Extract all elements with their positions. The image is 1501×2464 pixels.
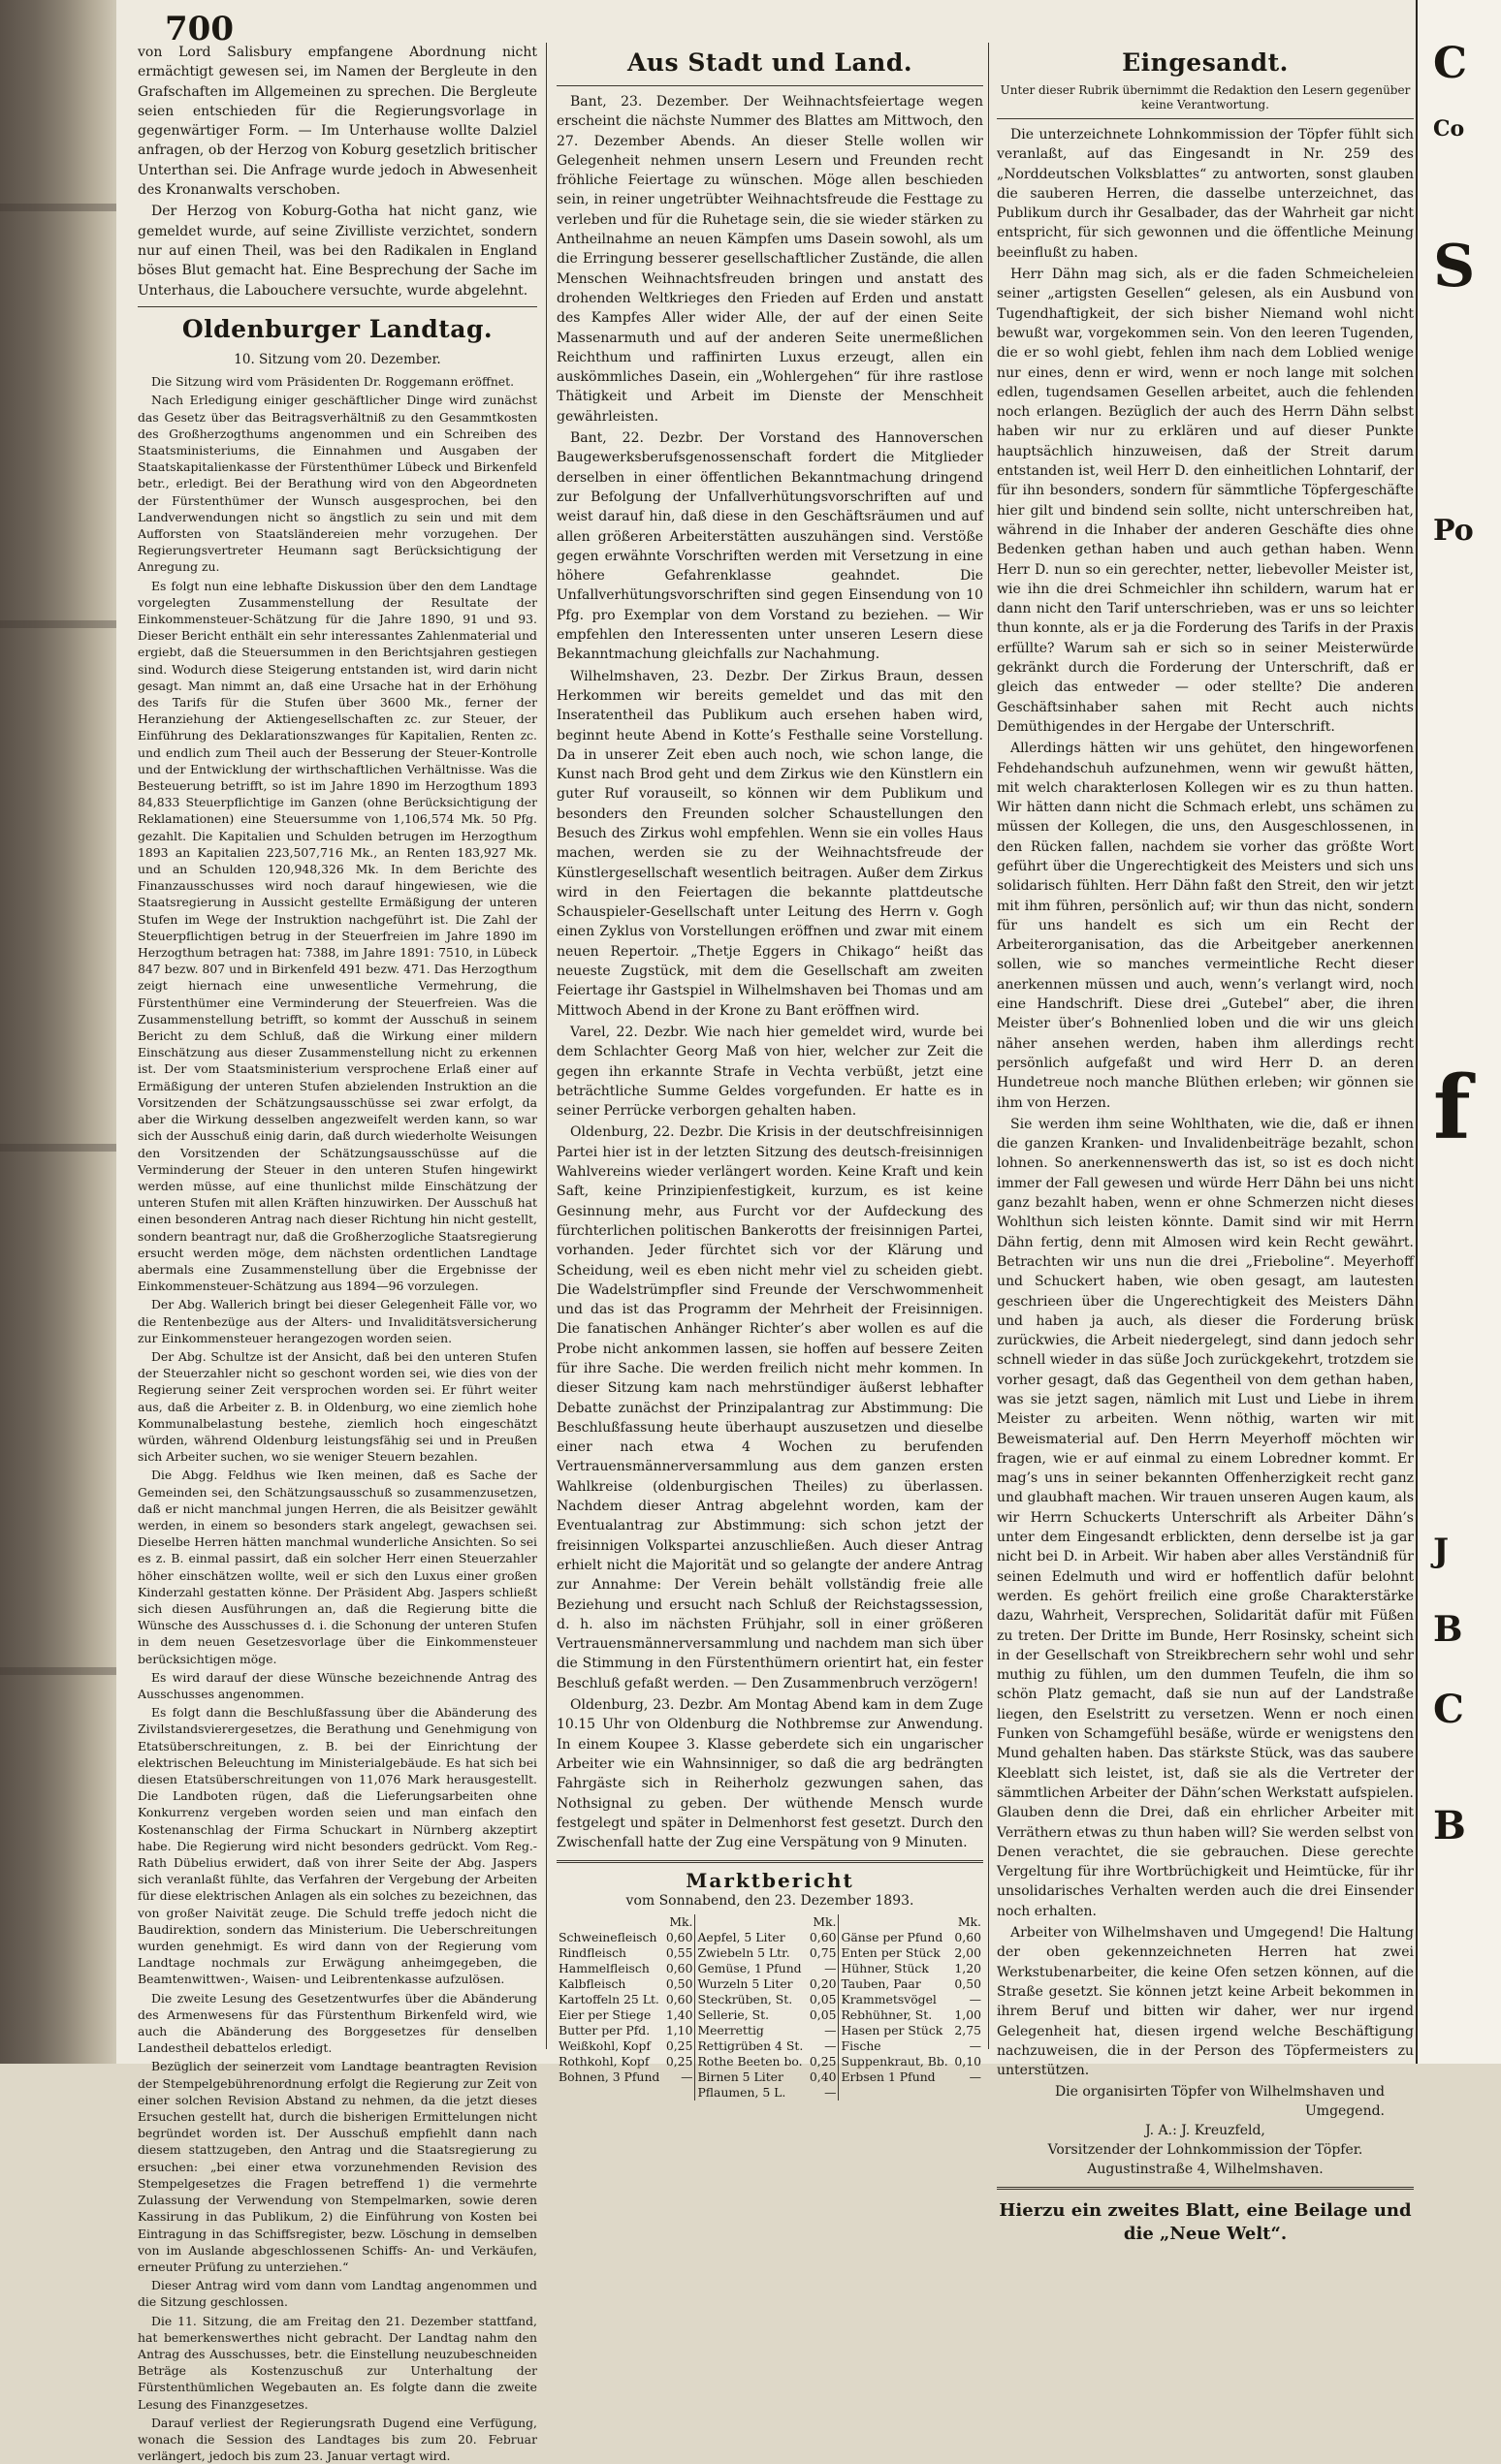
market-price: 0,60 <box>665 1930 693 1945</box>
market-price: 1,20 <box>954 1961 981 1976</box>
market-price: 0,75 <box>809 1945 837 1961</box>
section-subheading: 10. Sitzung vom 20. Dezember. <box>234 351 441 367</box>
market-item: Rebhühner, St. <box>839 2007 952 2023</box>
market-row <box>557 1930 983 1945</box>
market-price: 0,50 <box>665 1976 693 1992</box>
edge-fragment: B <box>1433 1609 1463 1650</box>
article-paragraph: von Lord Salisbury empfangene Abordnung nicht ermächtigt gewesen sei, im Namen der Bergleute in den Grafschaften im Allgemeinen zu sprechen. Die Bergleute seien entschieden für die Regierungsvorlage in gegenwärtiger Form. — Im Unterhause wollte Dalziel anfragen, ob der Herzog von Koburg gesetzlich britischer Unterthan sei. Die Anfrage wurde jedoch in Abwesenheit des Kronanwalts verschoben. <box>138 45 537 199</box>
market-item: Meerrettig <box>695 2023 807 2038</box>
market-price: — <box>969 2069 981 2085</box>
article-paragraph: Dieser Antrag wird vom dann vom Landtag angenommen und die Sitzung geschlossen. <box>138 2278 537 2310</box>
column-rule <box>988 43 989 2049</box>
market-item: Schweinefleisch <box>559 1930 657 1945</box>
market-item: Steckrüben, St. <box>695 1992 807 2007</box>
market-row <box>557 1992 983 2007</box>
market-row <box>557 1976 983 1992</box>
market-price: 0,25 <box>809 2054 837 2069</box>
section-heading-local: Aus Stadt und Land. <box>626 48 913 77</box>
edge-fragment: f <box>1433 1057 1471 1159</box>
section-heading-eingesandt: Eingesandt. <box>1122 48 1289 77</box>
article-paragraph: Es folgt dann die Beschlußfassung über die Abänderung des Zivilstandsvierergesetzes, die Berathung und Genehmigung von Etatsüberschreitungen, z. B. bei der Einrichtung der elektrischen Beleuchtung im Ministerialgebäude. Es hat sich bei diesen Etatsüberschreitungen von 11,076 Mark herausgestellt. Die Landboten rügen, daß die Lieferungsarbeiten ohne Konkurrenz vergeben worden seien und man einfach den Kostenanschlag der Firma Schuckart in Nürnberg akzeptirt habe. Die Regierung wird nicht besonders gedrückt. Vom Reg.-Rath Dübelius erwidert, daß von ihrer Seite der Abg. Jaspers sich veranlaßt fühlte, das Verfahren der Vergebung der Arbeiten für diese elektrischen Anlagen als ein solches zu bezeichnen, das von großer Naivität zeuge. Die Schuld treffe jedoch nicht die Baudirektion, sondern das Ministerium. Die Ueberschreitungen wurden genehmigt. Es wird dann von der Regierung vom Landtage nochmals zur Erwägung anheimgegeben, die Beamtenwittwen-, Waisen- und Leibrentenkasse aufzulösen. <box>138 1705 537 1987</box>
article-paragraph: Bant, 22. Dezbr. Der Vorstand des Hannoverschen Baugewerksberufsgenossenschaft fordert die Mitglieder derselben in einer öffentlichen Bekanntmachung dringend zur Befolgung der Unfallverhütungsvorschriften auf und weist darauf hin, daß diese in den Geschäftsräumen und auf allen größeren Arbeiterstätten auszuhängen sind. Verstöße gegen erwähnte Vorschriften werden mit Versetzung in eine höhere Gefahrenklasse geahndet. Die Unfallverhütungsvorschriften sind gegen Einsendung von 10 Pfg. pro Exemplar von dem Vorstand zu beziehen. — Wir empfehlen den Interessenten unter unseren Lesern diese Bekanntmachung gleichfalls zur Nachahmung. <box>557 430 983 663</box>
market-price: — <box>824 2023 837 2038</box>
article-paragraph: Herr Dähn mag sich, als er die faden Schmeicheleien seiner „artigsten Gesellen“ gelesen, als ein Ausbund von Tugendhaftigkeit, der sich bisher Niemand wohl nicht bewußt war, vorgekommen sein. Von den leeren Tugenden, die er so wohl giebt, fehlen ihm nach dem Loblied wenige nur eines, denn er wird, wenn er noch lange mit solchen edlen, tugendsamen Gesellen arbeitet, auch die fehlenden noch erlangen. Bezüglich der auch des Herrn Dähn selbst haben wir nur zu erklären und auf dieser Punkte hauptsächlich hinzuweisen, daß der Streit darum entstanden ist, weil Herr D. den einheitlichen Lohntarif, der für ihn besonders, sondern für sämmtliche Töpfergeschäfte hier gilt und bindend sein sollte, nicht unterschreiben hat, während in die Inhaber der anderen Geschäfte dies ohne Bedenken gethan haben und auch gethan haben. Wenn Herr D. nun so ein gerechter, netter, liebevoller Meister ist, wie ihn die drei Schmeichler ihn schildern, warum hat er dann nicht den Tarif unterschrieben, was er uns so leichter thun konnte, als er ja die Forderung des Tarifs in der Praxis erfüllte? Warum sah er sich so in seiner Meisterwürde gekränkt durch die Forderung der Unterschrift, daß er gleich das entweder — oder stellte? Die anderen Geschäftsinhaber sahen mit Recht auch nichts Demüthigendes in der Hergabe der Unterschrift. <box>997 267 1414 735</box>
editorial-disclaimer: Unter dieser Rubrik übernimmt die Redaktion den Lesern gegenüber keine Verantwortung. <box>1000 83 1411 111</box>
market-price: 0,05 <box>809 1992 837 2007</box>
column-politics <box>138 43 537 2464</box>
market-row <box>557 2054 983 2069</box>
market-price: 0,05 <box>809 2007 837 2023</box>
market-report-title: Marktbericht <box>686 1869 854 1893</box>
market-price: 0,60 <box>665 1992 693 2007</box>
market-item: Tauben, Paar <box>839 1976 952 1992</box>
signature-name: J. A.: J. Kreuzfeld, <box>1145 2123 1265 2139</box>
blank-cell <box>695 1914 807 1930</box>
market-item: Kartoffeln 25 Lt. <box>559 1992 659 2007</box>
article-paragraph: Der Abg. Schultze ist der Ansicht, daß bei den unteren Stufen der Steuerzahler nicht so geschont worden sei, wie dies von der Regierung seiner Zeit versprochen worden sei. Er führt weiter aus, daß die Arbeiter z. B. in Oldenburg, wo eine ziemlich hohe Kommunalbelastung bestehe, ziemlich hoch eingeschätzt würden, während Oldenburg leistungsfähig sei und in Preußen sich Arbeiter suchen, wo sie weniger Steuern bezahlen. <box>138 1348 537 1465</box>
market-item: Rothkohl, Kopf <box>559 2054 650 2069</box>
market-price: 1,00 <box>954 2007 981 2023</box>
article-paragraph: Die zweite Lesung des Gesetzentwurfes über die Abänderung des Armenwesens für das Fürstenthum Birkenfeld wird, wie auch die Abänderung des Borggesetzes für denselben Landestheil debattelos erledigt. <box>138 1990 537 2056</box>
market-price: 1,40 <box>665 2007 693 2023</box>
market-price <box>663 2085 695 2101</box>
column-local-news <box>557 43 983 2101</box>
column-rule <box>546 43 547 2049</box>
article-paragraph: Darauf verliest der Regierungsrath Dugend eine Verfügung, wonach die Session des Landtages bis zum 20. Februar verlängert, jedoch bis zum 23. Januar vertagt wird. <box>138 2415 537 2464</box>
market-item: Gänse per Pfund <box>839 1930 952 1945</box>
market-row <box>557 2069 983 2085</box>
supplement-note: Hierzu ein zweites Blatt, eine Beilage und die „Neue Welt“. <box>999 2200 1412 2245</box>
unit-label: Mk. <box>669 1914 693 1930</box>
market-item: Aepfel, 5 Liter <box>695 1930 807 1945</box>
market-row <box>557 1945 983 1961</box>
article-paragraph: Oldenburg, 23. Dezbr. Am Montag Abend kam in dem Zuge 10.15 Uhr von Oldenburg die Nothbremse zur Anwendung. In einem Koupee 3. Klasse geberdete sich ein ungarischer Arbeiter wie ein Wahnsinniger, so daß die arg bedrängten Fahrgäste sich in Reiherholz gezwungen sahen, das Nothsignal zu geben. Der wüthende Mensch wurde festgelegt und später in Delmenhorst fest gesetzt. Durch den Zwischenfall hatte der Zug eine Verspätung von 9 Minuten. <box>557 1697 983 1851</box>
market-price: 0,40 <box>809 2069 837 2085</box>
market-item: Fische <box>839 2038 952 2054</box>
section-heading-landtag: Oldenburger Landtag. <box>181 314 494 343</box>
market-price: — <box>681 2069 693 2085</box>
article-paragraph: Nach Erledigung einiger geschäftlicher Dinge wird zunächst das Gesetz über das Beitragsverhältniß zu den Gesammtkosten des Großherzogthums angenommen und ein Schreiben des Staatsministeriums, die Einnahmen und Ausgaben der Staatskapitalienkasse der Fürstenthümer Lübeck und Birkenfeld betr., erledigt. Bei der Berathung wird von den Abgeordneten der Fürstenthümer der Wunsch ausgesprochen, bei den Landverwendungen nicht so ängstlich zu sein und mit dem Aufforsten von Staatsländereien mehr vorzugehen. Der Regierungsvertreter Heumann sagt Berücksichtigung der Anregung zu. <box>138 393 537 575</box>
divider <box>997 2187 1414 2190</box>
market-price: 0,60 <box>809 1930 837 1945</box>
blank-cell <box>557 1914 663 1930</box>
market-item: Gemüse, 1 Pfund <box>695 1961 807 1976</box>
blank-cell <box>839 1914 952 1930</box>
edge-fragment: C <box>1433 1687 1464 1732</box>
article-paragraph: Bezüglich der seinerzeit vom Landtage beantragten Revision der Stempelgebührenordnung erfolgt die Regierung zur Zeit von einer solchen Revision Abstand zu nehmen, da die jetzt dieses Ersuchen gestellt hat, durch die bisherigen Ermittelungen nicht begründet worden ist. Der Ausschuß empfiehlt dann nach diesem stattzugeben, den Antrag und die Staatsregierung zu ersuchen: „bei einer etwa vorzunehmenden Revision des Stempelgesetzes die Fragen betreffend 1) die vermehrte Zulassung der Verwendung von Stempelmarken, sowie deren Kassirung in das Publikum, 2) die Einführung von Kosten bei Eintragung in das Schiffsregister, bezw. Löschung in demselben von im Auslande abgeschlossenen Schiffs- An- und Verkäufen, erneuter Prüfung zu unterziehen.“ <box>138 2059 537 2274</box>
edge-fragment: Co <box>1433 116 1465 142</box>
market-row <box>557 2085 983 2101</box>
article-paragraph: Die Abgg. Feldhus wie Iken meinen, daß es Sache der Gemeinden sei, den Schätzungsausschuß so zusammenzusetzen, daß er nicht manchmal jungen Herren, die als Beisitzer gewählt werden, in einem so besonders stark angelegt, gewachsen sei. Dieselbe Herren hätten manchmal wunderliche Ansichten. So sei es z. B. einmal passirt, daß ein solcher Herr einen Steuerzahler höher einschätzen wollte, weil er sich den Luxus einer großen Kinderzahl gestatten könne. Der Präsident Abg. Jaspers schließt sich diesen Ausführungen an, daß die Regierung bitte die Wünsche des Ausschusses d. i. die Schonung der unteren Stufen in dem neuen Gesetzesvorlage über die Einkommensteuer berücksichtigen möge. <box>138 1468 537 1666</box>
edge-fragment: J <box>1433 1532 1450 1570</box>
market-item: Rothe Beeten bo. <box>695 2054 807 2069</box>
market-item <box>839 2085 952 2101</box>
article-paragraph: Allerdings hätten wir uns gehütet, den hingeworfenen Fehdehandschuh aufzunehmen, wenn wir gewußt hätten, mit welch charakterlosen Kollegen wir es zu thun hatten. Wir hätten dann nicht die Schmach erlebt, uns schämen zu müssen der Kollegen, die uns, den Ausgeschlossenen, in den Rücken fallen, nachdem sie vorher das größte Wort geführt über die Ungerechtigkeit des Meisters und sich uns solidarisch fühlten. Herr Dähn faßt den Streit, den wir jetzt mit ihm führen, persönlich auf; wir thun das nicht, sondern für uns handelt es sich um ein Recht der Arbeiterorganisation, das die Arbeitgeber anerkennen sollen, wie so manches vermeintliche Recht dieser anerkennen müssen und auch, wenn’s verlangt wird, noch eine Handschrift. Diese drei „Gutebel“ aber, die ihren Meister über’s Bohnenlied loben und die wir uns gleich näher ansehen werden, haben ihm allerdings recht persönlich aufgefaßt und wird Herr D. an deren Hundetreue noch manche Blüthen erleben; wir gönnen sie ihm von Herzen. <box>997 741 1414 1111</box>
market-price: 0,25 <box>665 2038 693 2054</box>
signature-role: Vorsitzender der Lohnkommission der Töpfer. <box>1047 2142 1363 2159</box>
unit-label: Mk. <box>957 1914 981 1930</box>
market-item: Zwiebeln 5 Ltr. <box>695 1945 807 1961</box>
market-price: — <box>969 2038 981 2054</box>
market-item: Wurzeln 5 Liter <box>695 1976 807 1992</box>
market-price: 0,10 <box>954 2054 981 2069</box>
signature-group: Die organisirten Töpfer von Wilhelmshaven und Umgegend. <box>1054 2084 1385 2120</box>
market-price: — <box>969 1992 981 2007</box>
article-paragraph: Die 11. Sitzung, die am Freitag den 21. Dezember stattfand, hat bemerkenswerthes nicht gebracht. Der Landtag nahm den Antrag des Ausschusses, betr. die Einstellung neuzubeschneiden Beträge als Kostenzuschuß zur Unterhaltung der Fürstenthümlichen Wegebauten an. Es folgte dann die zweite Lesung des Finanzgesetzes. <box>138 2313 537 2412</box>
market-item: Erbsen 1 Pfund <box>839 2069 952 2085</box>
market-row <box>557 2023 983 2038</box>
market-item <box>557 2085 663 2101</box>
market-price-table <box>557 1914 983 2101</box>
market-price: 2,75 <box>954 2023 981 2038</box>
market-report-date: vom Sonnabend, den 23. Dezember 1893. <box>625 1892 914 1909</box>
market-item: Rindfleisch <box>559 1945 627 1961</box>
market-row <box>557 2038 983 2054</box>
unit-label: Mk. <box>813 1914 837 1930</box>
edge-fragment: S <box>1433 233 1476 300</box>
market-price: 0,50 <box>954 1976 981 1992</box>
article-paragraph: Der Herzog von Koburg-Gotha hat nicht ganz, wie gemeldet wurde, auf seine Zivilliste verzichtet, sondern nur auf einen Theil, was bei den Radikalen in England böses Blut gemacht hat. Eine Besprechung der Sache im Unterhaus, die Labouchere versuchte, wurde abgelehnt. <box>138 204 537 299</box>
article-paragraph: Bant, 23. Dezember. Der Weihnachtsfeiertage wegen erscheint die nächste Nummer des Blattes am Mittwoch, den 27. Dezember Abends. An dieser Stelle wollen wir Gelegenheit nehmen unsern Lesern und Freunden recht fröhliche Feiertage zu wünschen. Möge allen beschieden sein, in reiner ungetrübter Weihnachtsfreude die Festtage zu verleben und für die Ruhetage sein, die sie wieder stärken zu Antheilnahme an neuen Kämpfen ums Dasein sowohl, als um die Erringung besserer gesellschaftlicher Zustände, die allen Menschen Weihnachtsfreuden bringen und anstatt des drohenden Weltkrieges den Frieden auf Erden und anstatt des Kampfes Aller wider Alle, der auf der einen Seite Massenarmuth und auf der anderen Seite unermeßlichen Reichthum und raffinirten Luxus erzeugt, allen ein auskömmliches Dasein, ein „Wohlergehen“ für ihre rastlose Thätigkeit und Arbeit im Dienste der Menschheit gewährleisten. <box>557 94 983 425</box>
market-item: Krammetsvögel <box>839 1992 952 2007</box>
market-item: Kalbfleisch <box>559 1976 626 1992</box>
article-paragraph: Varel, 22. Dezbr. Wie nach hier gemeldet wird, wurde bei dem Schlachter Georg Maß von hier, welcher zur Zeit die gegen ihn erkannte Strafe in Vechta verbüßt, jetzt eine beträchtliche Summe Geldes vorgefunden. Er hatte es in seiner Perrücke verborgen gehalten haben. <box>557 1024 983 1120</box>
article-paragraph: Arbeiter von Wilhelmshaven und Umgegend! Die Haltung der oben gekennzeichneten Herren hat zwei Werkstubenarbeiter, die keine Ofen setzen können, auf die Straße gesetzt. Sie können jetzt keine Arbeit bekommen in ihrem Beruf und bitten wir daher, wer nur irgend Gelegenheit hat, diesen irgend welche Beschäftigung nachzuweisen, die in der Person des Töpfermeisters zu unterstützen. <box>997 1925 1414 2079</box>
market-price: — <box>824 2085 837 2101</box>
article-paragraph: Es folgt nun eine lebhafte Diskussion über den dem Landtage vorgelegten Zusammenstellung der Resultate der Einkommensteuer-Schätzung für die Jahre 1890, 91 und 93. Dieser Bericht enthält ein sehr interessantes Zahlenmaterial und ergiebt, daß die Steuersummen in den Berichtsjahren gestiegen sind. Wodurch diese Steigerung entstanden ist, wird darin nicht gesagt. Man nimmt an, daß eine Ursache hat in der Erhöhung des Tarifs für die Stufen über 3600 Mk., ferner der Heranziehung der Aktiengesellschaften zc. zur Steuer, der Einführung des Deklarationszwanges für Kapitalien, Renten zc. und endlich zum Theil auch der Besserung der Steuer-Kontrolle und der Entwicklung der wirthschaftlichen Verhältnisse. Was die Besteuerung betrifft, so ist im Jahre 1890 im Herzogthum 1893 84,833 Steuerpflichtige im Ganzen (ohne Berücksichtigung der Reklamationen) eine Steuersumme von 1,106,574 Mk. 50 Pfg. gezahlt. Die Kapitalien und Schulden betrugen im Herzogthum 1893 an Kapitalien 223,507,716 Mk., an Renten 183,927 Mk. und an Schulden 120,948,326 Mk. In dem Berichte des Finanzausschusses wird noch darauf hingewiesen, wie die Staatsregierung in Aussicht gestellte Ermäßigung der unteren Stufen im Wege der Instruktion nachgeführt ist. Die Zahl der Steuerpflichtigen betrug in der Steuerfreien im Jahre 1890 im Herzogthum betragen hat: 7388, im Jahre 1891: 7510, in Lübeck 847 bezw. 807 und in Birkenfeld 491 bezw. 471. Das Herzogthum zeigt hiernach eine unwesentliche Vermehrung, die Fürstenthümer eine Verminderung der Steuerfreien. Was die Zusammenstellung betrifft, so kommt der Ausschuß in seinem Bericht zu dem Schluß, daß die Wirkung einer mildern Einschätzung aus dieser Zusammenstellung nicht zu erkennen ist. Der vom Staatsministerium versprochene Erlaß einer auf Ermäßigung der unteren Stufen abzielenden Instruktion an die Vorsitzenden der Schätzungsausschüsse sei zwar erfolgt, da aber die Wirkung desselben angezweifelt werden kann, so war sich der Ausschuß einig darin, daß durch wiederholte Weisungen den Vorsitzenden der Schätzungsausschüsse auf die Verminderung der Steuer in den unteren Stufen hingewirkt werden müsse, auf eine thunlichst milde Einschätzung der unteren Stufen mit allen Kräften hinzuwirken. Der Ausschuß hat einen besonderen Antrag nach dieser Richtung hin nicht gestellt, sondern beantragt nur, daß die Großherzogliche Staatsregierung ersucht werden möge, dem nächsten ordentlichen Landtage abermals eine Zusammenstellung über die Ergebnisse der Einkommensteuer-Schätzung aus 1894—96 vorzulegen. <box>138 578 537 1294</box>
market-price: 2,00 <box>954 1945 981 1961</box>
edge-fragment: Po <box>1433 514 1474 548</box>
market-price: 0,20 <box>809 1976 837 1992</box>
edge-fragment: C <box>1433 39 1468 88</box>
market-price <box>952 2085 983 2101</box>
market-item: Weißkohl, Kopf <box>559 2038 651 2054</box>
signature-address: Augustinstraße 4, Wilhelmshaven. <box>1087 2162 1324 2178</box>
market-item: Pflaumen, 5 L. <box>695 2085 807 2101</box>
market-table-header <box>557 1914 983 1930</box>
market-item: Eier per Stiege <box>559 2007 652 2023</box>
book-binding <box>0 0 116 2064</box>
market-price: — <box>824 1961 837 1976</box>
edge-fragment: B <box>1433 1803 1466 1848</box>
market-item: Butter per Pfd. <box>559 2023 651 2038</box>
article-paragraph: Die Sitzung wird vom Präsidenten Dr. Roggemann eröffnet. <box>151 374 515 390</box>
market-item: Hammelfleisch <box>559 1961 650 1976</box>
market-price: 0,60 <box>954 1930 981 1945</box>
market-price: 0,25 <box>665 2054 693 2069</box>
article-paragraph: Sie werden ihm seine Wohlthaten, wie die, daß er ihnen die ganzen Kranken- und Invalidenbeiträge bezahlt, schon lohnen. So anerkennenswerth das ist, so ist es doch nicht immer der Fall gewesen und würde Herr Dähn bei uns nicht ganz bezahlt haben, wenn er ohne Schmerzen nicht dieses Wohlthun sich leisten könnte. Damit sind wir mit Herrn Dähn fertig, denn mit Almosen wird kein Recht gewährt. Betrachten wir uns nun die drei „Frieboline“. Meyerhoff und Schuckert haben, wie oben gesagt, am lautesten geschrieen über die Ungerechtigkeit des Meisters Dähn und haben ja auch, als dieser die Forderung brüsk zurückwies, die Arbeit niedergelegt, sind dann jedoch sehr schnell wieder in das süße Joch zurückgekehrt, trotzdem sie vorher gesagt, daß das Gegentheil von dem gethan haben, was sie jetzt sagen, nämlich mit Lust und Liebe in ihrem Meister zu arbeiten. Wenn nöthig, warten wir mit Beweismaterial auf. Den Herrn Meyerhoff möchten wir fragen, wie er auf einmal zu einem Lobredner kommt. Er mag’s uns in seiner bekannten Offenherzigkeit recht ganz und glaubhaft machen. Wir trauen unseren Augen kaum, als wir Herrn Schuckerts Unterschrift als Arbeiter Dähn’s unter dem Eingesandt erblickten, denn derselbe ist ja gar nicht bei D. in Arbeit. Wir haben aber alles Verständniß für seinen Edelmuth und wird er hoffentlich dafür belohnt werden. Es gehört freilich eine große Charakterstärke dazu, Wahrheit, Versprechen, Solidarität dafür mit Füßen zu treten. Der Dritte im Bunde, Herr Rosinsky, scheint sich in der Gesellschaft von Streikbrechern sehr wohl und sehr muthig zu fühlen, um den dummen Teufeln, die ihm so schön Platz gemacht, daß sie nun auf der Landstraße liegen, den Eselstritt zu versetzen. Wenn er noch einen Funken von Schamgefühl besäße, würde er wenigstens den Mund gehalten haben. Das stärkste Stück, was das saubere Kleeblatt sich leistet, ist, daß sie als die Vertreter der sämmtlichen Arbeiter der Dähn’schen Werkstatt aufspielen. Glauben denn die Drei, daß ein ehrlicher Arbeiter mit Verräthern etwas zu thun haben will? Sie werden selbst von Denen verachtet, die sie gebrauchen. Diese gerechte Vergeltung für ihre Wortbrüchigkeit und Heimtücke, für ihr unsolidarisches Verhalten werden auch die drei Einsender noch erhalten. <box>997 1116 1414 1919</box>
divider <box>557 1860 983 1863</box>
divider <box>138 306 537 307</box>
page-number: 700 <box>165 10 234 48</box>
market-item: Hasen per Stück <box>839 2023 952 2038</box>
article-paragraph: Wilhelmshaven, 23. Dezbr. Der Zirkus Braun, dessen Herkommen wir bereits gemeldet und das mit den Inseratentheil das Publikum auch ersehen haben wird, beginnt heute Abend in Kotte’s Festhalle seine Vorstellung. Da in unserer Zeit eben auch noch, wie schon lange, die Kunst nach Brod geht und dem Zirkus wie den Künstlern ein guter Ruf vorauseilt, so können wir dem Publikum und besonders den Freunden solcher Schaustellungen den Besuch des Zirkus wohl empfehlen. Wenn sie ein volles Haus machen, werden sie zu der Weihnachtsfreude der Künstlergesellschaft wesentlich beitragen. Außer dem Zirkus wird in den Feiertagen die bekannte plattdeutsche Schauspieler-Gesellschaft unter Leitung des Herrn v. Gogh einen Zyklus von Vorstellungen eröffnen und zwar mit einem neuen Repertoir. „Thetje Eggers in Chikago“ heißt das neueste Zugstück, mit dem die Gesellschaft am zweiten Feiertage ihr Gastspiel in Wilhelmshaven bei Thomas und am Mittwoch Abend in der Krone zu Bant eröffnen wird. <box>557 668 983 1019</box>
market-item: Rettigrüben 4 St. <box>695 2038 807 2054</box>
market-price: 0,60 <box>665 1961 693 1976</box>
market-item: Enten per Stück <box>839 1945 952 1961</box>
divider <box>997 118 1414 119</box>
market-price: 0,55 <box>665 1945 693 1961</box>
market-item: Bohnen, 3 Pfund <box>559 2069 660 2085</box>
article-paragraph: Oldenburg, 22. Dezbr. Die Krisis in der deutschfreisinnigen Partei hier ist in der letzten Sitzung des deutsch-freisinnigen Wahlvereins wieder verlängert worden. Keine Kraft und kein Saft, keine Prinzipienfestigkeit, kurzum, es ist keine Gesinnung mehr, aus Furcht vor der Aufdeckung des fürchterlichen politischen Bankerotts der freisinnigen Partei, vorhanden. Jeder fürchtet sich vor der Klärung und Scheidung, weil es eben nicht mehr viel zu scheiden giebt. Die Wadelstrümpfler sind Freunde der Verschwommenheit und das ist das Programm der Mehrheit der Freisinnigen. Die fanatischen Anhänger Richter’s aber wollen es auf die Probe nicht ankommen lassen, sie hoffen auf bessere Zeiten für ihre Sache. Die werden freilich nicht mehr kommen. In dieser Sitzung kam nach mehrstündiger äußerst lebhafter Debatte zunächst der Prinzipalantrag zur Abstimmung: Die Beschlußfassung heute überhaupt auszusetzen und dieselbe einer nach etwa 4 Wochen zu berufenden Vertrauensmännerversammlung aus dem ganzen ersten Wahlkreise (oldenburgischen Theiles) zu überlassen. Nachdem dieser Antrag abgelehnt worden, kam der Eventualantrag zur Abstimmung: sich schon jetzt der freisinnigen Volkspartei anzuschließen. Auch dieser Antrag erhielt nicht die Majorität und so gelangte der andere Antrag zur Annahme: Der Verein behält vollständig freie alle Beziehung und ersucht nach Schluß der Reichstagssession, d. h. also im nächsten Frühjahr, soll in einer größeren Vertrauensmännerversammlung und nachdem man sich über die Stimmung in den Fürstenthümern orientirt hat, ein fester Beschluß gefaßt werden. — Den Zusammenbruch verzögern! <box>557 1124 983 1691</box>
market-row <box>557 1961 983 1976</box>
article-paragraph: Der Abg. Wallerich bringt bei dieser Gelegenheit Fälle vor, wo die Rentenbezüge aus der Alters- und Invaliditätsversicherung zur Einkommensteuer herangezogen worden seien. <box>138 1297 537 1345</box>
article-paragraph: Die unterzeichnete Lohnkommission der Töpfer fühlt sich veranlaßt, auf das Eingesandt in Nr. 259 des „Norddeutschen Volksblattes“ zu antworten, sonst glauben die sauberen Herren, die dasselbe unterzeichnet, das Publikum durch ihr Gesalbader, das der Wahrheit gar nicht entspricht, für sich gewonnen und die öffentliche Meinung beeinflußt zu haben. <box>997 127 1414 261</box>
market-row <box>557 2007 983 2023</box>
adjacent-page-edge <box>1416 0 1501 2064</box>
market-item: Suppenkraut, Bb. <box>839 2054 952 2069</box>
column-letters <box>997 43 1414 2245</box>
divider <box>557 85 983 86</box>
market-item: Birnen 5 Liter <box>695 2069 807 2085</box>
market-price: 1,10 <box>665 2023 693 2038</box>
article-paragraph: Es wird darauf der diese Wünsche bezeichnende Antrag des Ausschusses angenommen. <box>138 1669 537 1701</box>
market-item: Hühner, Stück <box>839 1961 952 1976</box>
market-item: Sellerie, St. <box>695 2007 807 2023</box>
market-price: — <box>824 2038 837 2054</box>
